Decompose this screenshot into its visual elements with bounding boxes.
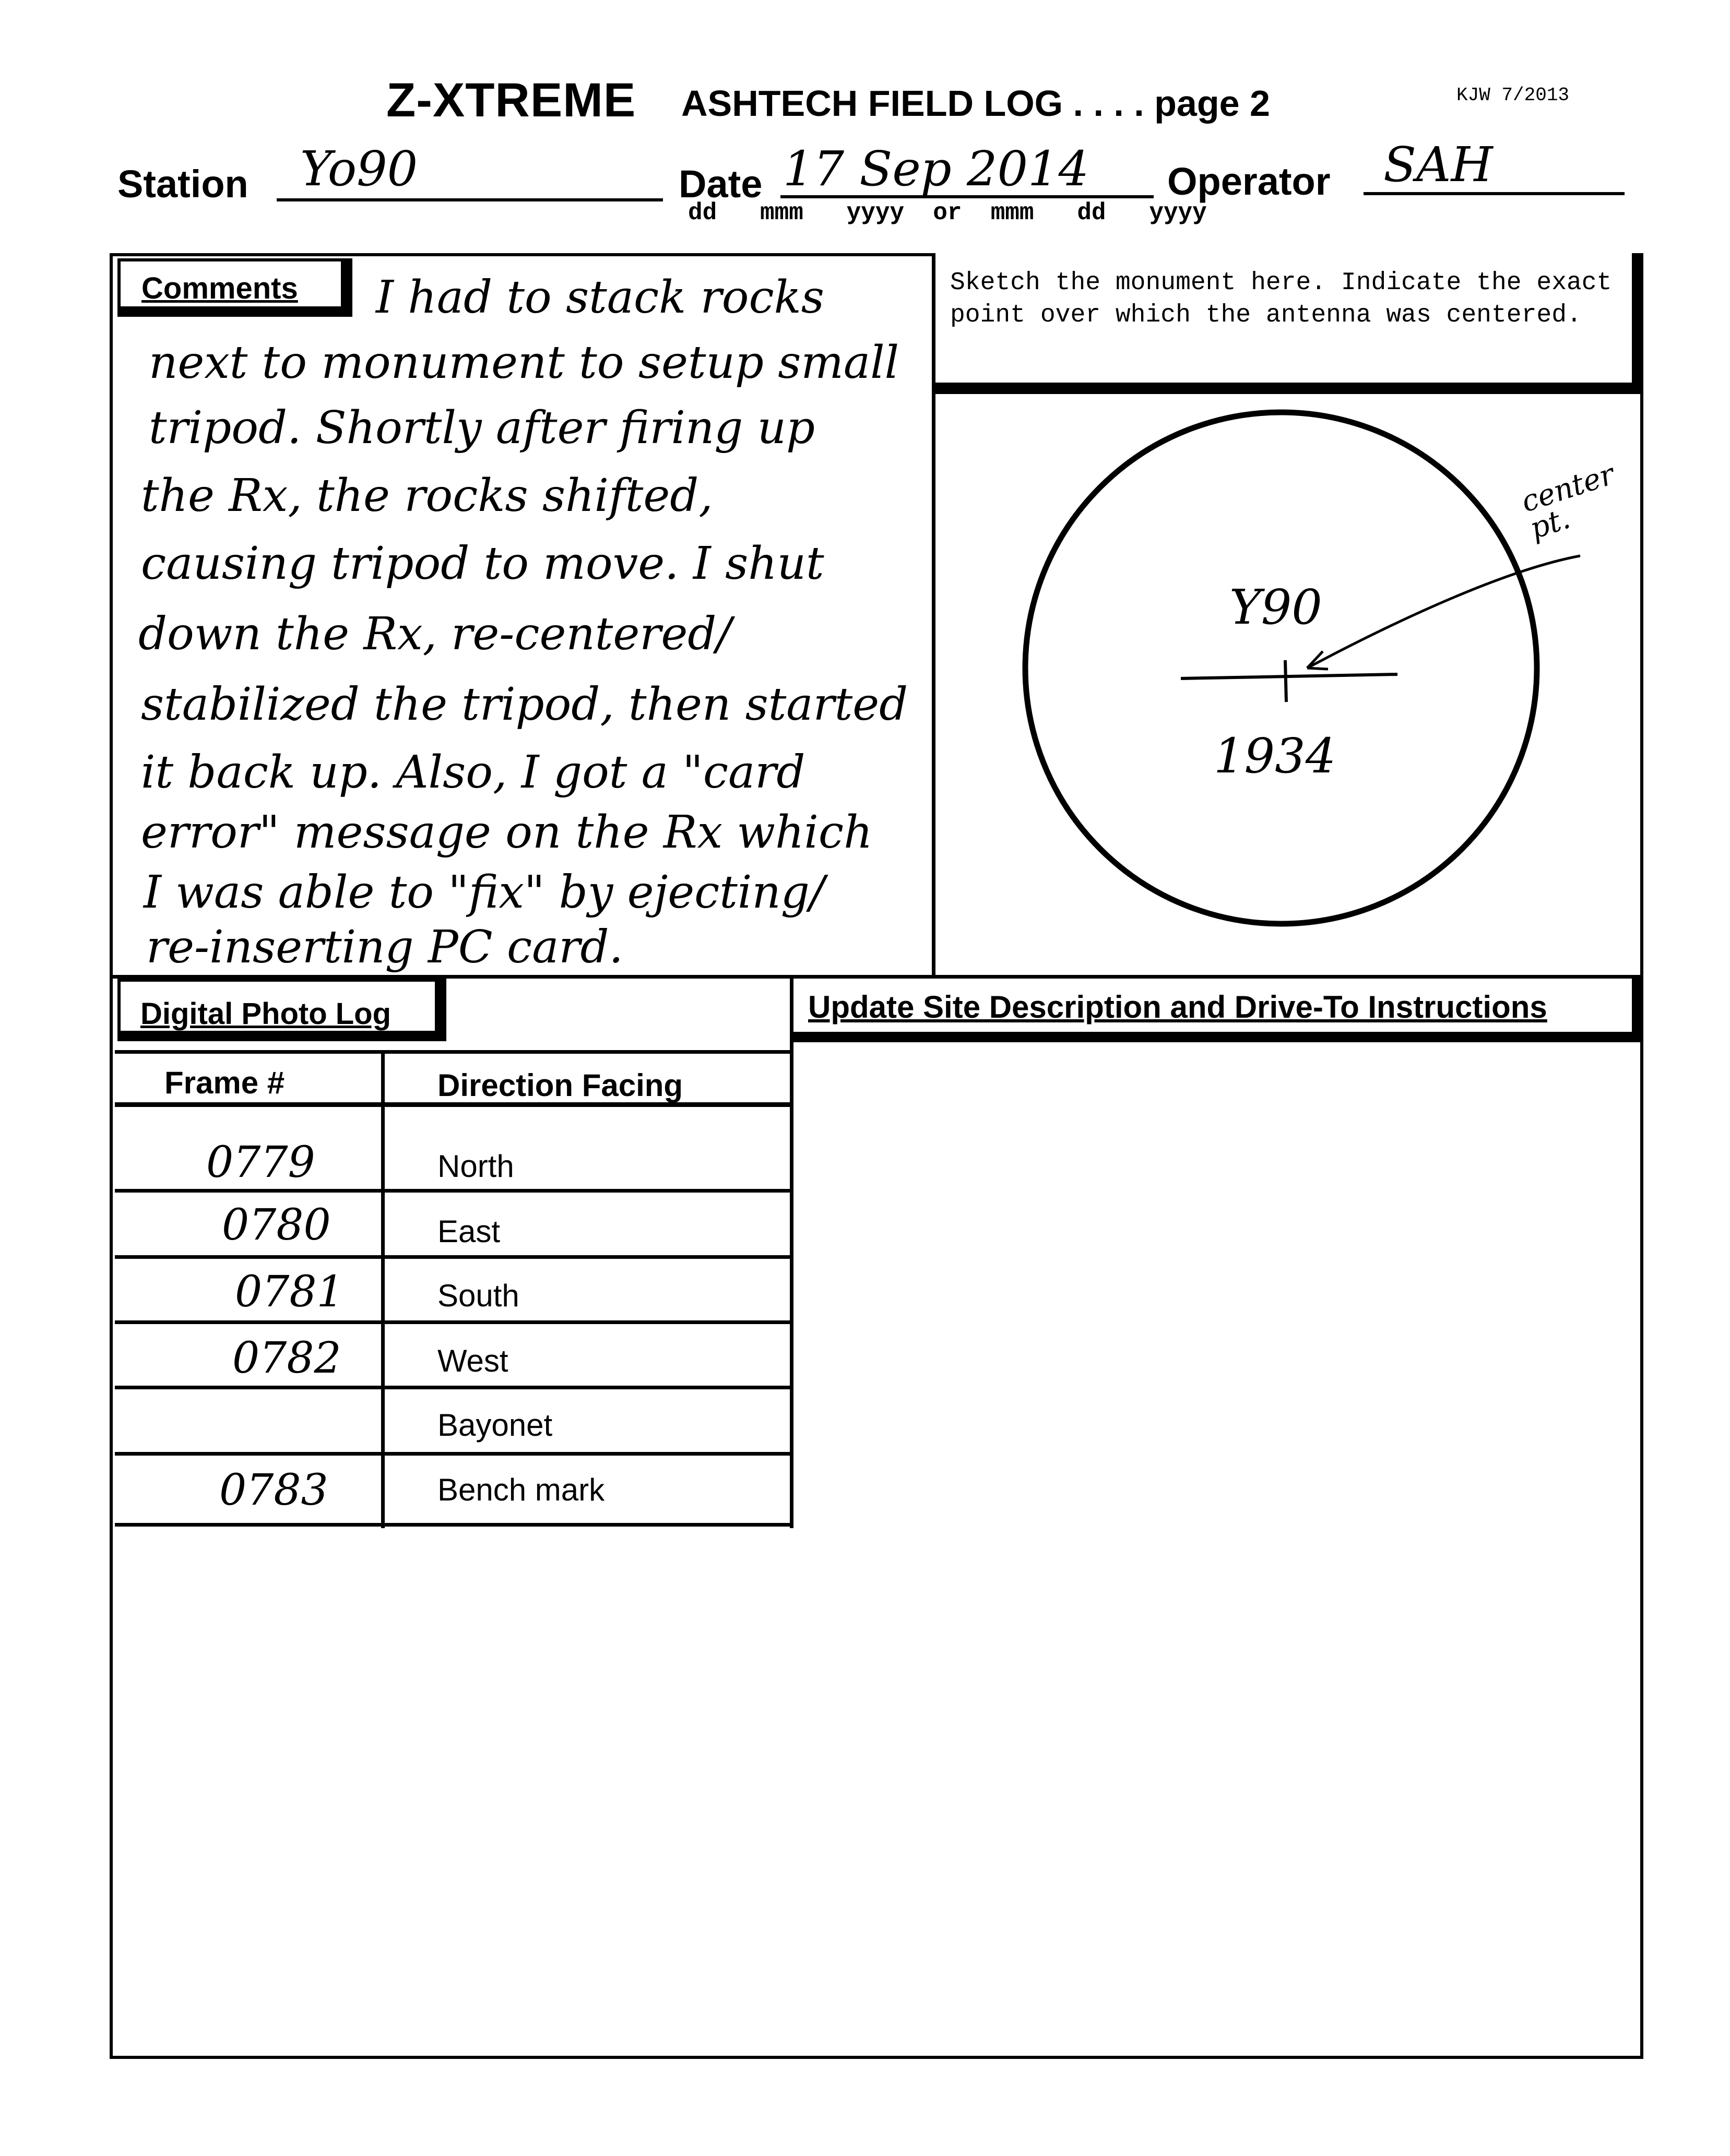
photo-log-label: Digital Photo Log bbox=[140, 997, 392, 1031]
direction: West bbox=[437, 1343, 508, 1378]
row-rule bbox=[115, 1386, 793, 1389]
comment-line: down the Rx, re-centered/ bbox=[138, 608, 732, 660]
direction: North bbox=[437, 1149, 514, 1184]
comment-line: it back up. Also, I got a "card bbox=[141, 746, 805, 799]
monument-tick bbox=[1285, 660, 1286, 702]
direction: Bayonet bbox=[437, 1408, 553, 1443]
station-value: Yo90 bbox=[300, 141, 418, 197]
sketch-station-mark: Y90 bbox=[1229, 579, 1322, 635]
photo-log-column-divider bbox=[381, 1050, 385, 1528]
date-label: Date bbox=[679, 162, 763, 206]
sketch-pointer-note: center pt. bbox=[1517, 457, 1619, 546]
sketch-year-mark: 1934 bbox=[1214, 728, 1336, 784]
direction: East bbox=[437, 1214, 501, 1249]
comment-line: I had to stack rocks bbox=[376, 271, 824, 324]
comments-label: Comments bbox=[141, 271, 298, 305]
frame-number: 0780 bbox=[222, 1200, 331, 1250]
comments-text bbox=[0, 0, 929, 976]
date-value: 17 Sep 2014 bbox=[783, 141, 1089, 197]
operator-label: Operator bbox=[1167, 160, 1331, 203]
frame-number: 0783 bbox=[219, 1466, 328, 1515]
row-rule bbox=[115, 1523, 793, 1527]
frame-number: 0781 bbox=[235, 1267, 344, 1317]
pointer-arrowhead bbox=[1307, 651, 1328, 669]
pointer-arrow bbox=[1307, 556, 1580, 668]
frame-number: 0782 bbox=[232, 1333, 341, 1383]
row-rule bbox=[115, 1255, 793, 1259]
revision-code: KJW 7/2013 bbox=[1456, 85, 1570, 106]
monument-circle bbox=[1025, 412, 1537, 924]
sketch-instructions-box bbox=[935, 253, 1643, 394]
photo-log-tab bbox=[117, 979, 446, 1041]
comment-line: next to monument to setup small bbox=[149, 337, 899, 389]
station-label: Station bbox=[117, 162, 248, 206]
photo-log-right-border bbox=[790, 975, 793, 1528]
direction: South bbox=[437, 1278, 519, 1313]
date-format-hint: dd mmm yyyy or mmm dd yyyy bbox=[688, 199, 1207, 227]
comment-line: tripod. Shortly after firing up bbox=[149, 402, 815, 454]
frame-number: 0779 bbox=[206, 1138, 315, 1187]
row-rule bbox=[115, 1452, 793, 1456]
comment-line: stabilized the tripod, then started bbox=[141, 678, 908, 731]
comment-line: re-inserting PC card. bbox=[146, 921, 623, 973]
form-title: Z-XTREME bbox=[386, 74, 636, 127]
comment-line: error" message on the Rx which bbox=[141, 806, 873, 859]
header-rule bbox=[115, 1102, 793, 1107]
top-divider bbox=[932, 253, 935, 981]
row-rule bbox=[115, 1320, 793, 1324]
sketch-instructions: Sketch the monument here. Indicate the exact point over which the antenna was centered. bbox=[950, 269, 1612, 329]
row-rule bbox=[115, 1189, 793, 1193]
direction: Bench mark bbox=[437, 1472, 605, 1507]
site-description-label: Update Site Description and Drive-To Instructions bbox=[808, 990, 1547, 1025]
site-description-tab bbox=[793, 979, 1643, 1042]
comment-line: causing tripod to move. I shut bbox=[141, 538, 824, 590]
column-header-direction: Direction Facing bbox=[437, 1068, 683, 1103]
monument-crossline bbox=[1181, 674, 1397, 678]
column-header-frame: Frame # bbox=[164, 1065, 285, 1100]
comment-line: I was able to "fix" by ejecting/ bbox=[144, 866, 825, 919]
comment-line: the Rx, the rocks shifted, bbox=[141, 470, 713, 522]
photo-log-top-rule bbox=[115, 1050, 793, 1054]
form-subtitle: ASHTECH FIELD LOG . . . . page 2 bbox=[681, 83, 1270, 124]
operator-value: SAH bbox=[1383, 137, 1493, 193]
